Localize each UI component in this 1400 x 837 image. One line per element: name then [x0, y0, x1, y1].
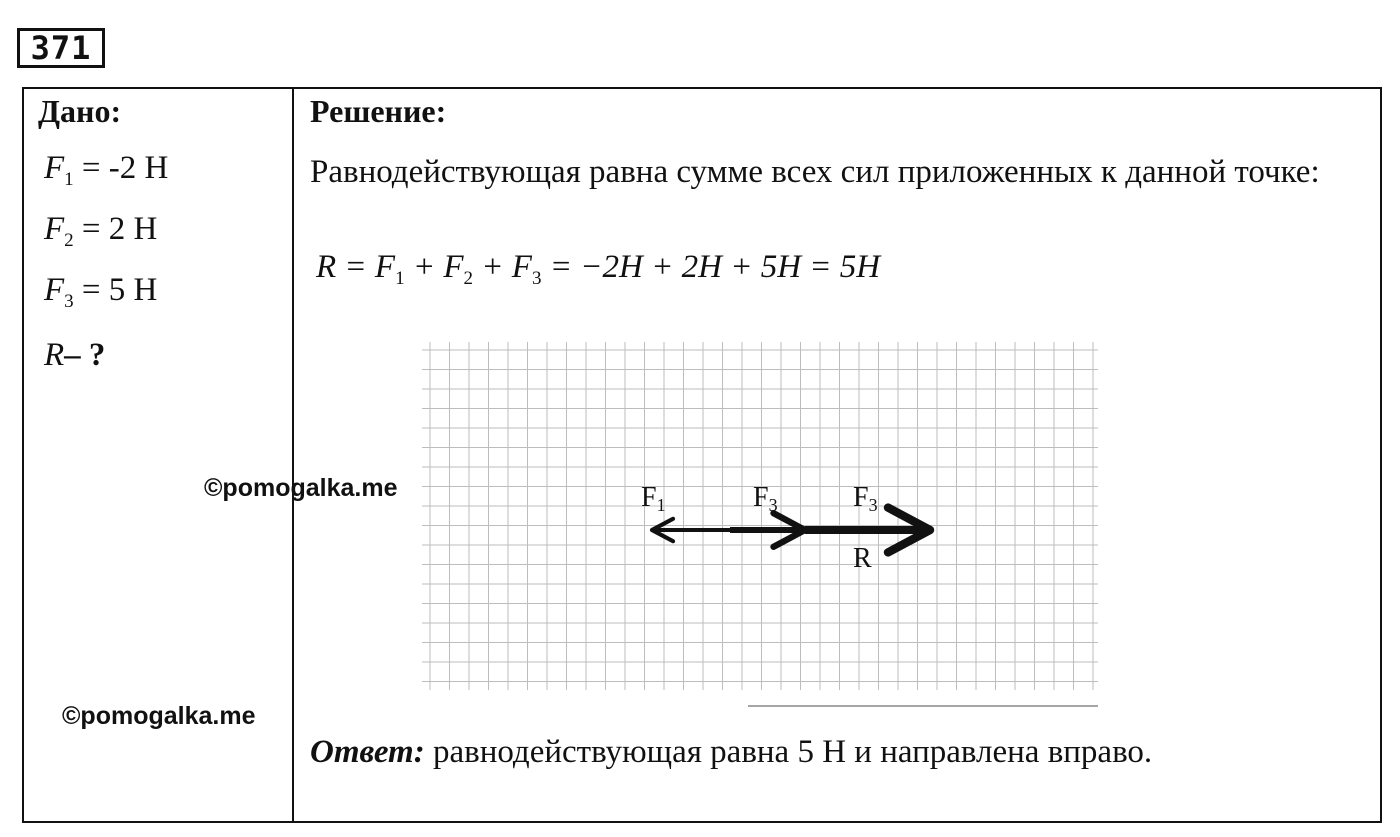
given-f3-value: = 5 Н: [73, 272, 158, 308]
label-f3-first: [753, 482, 778, 516]
label-f1-letter: F: [641, 482, 657, 513]
given-f2-sub: 2: [64, 230, 74, 251]
given-f1-value: = -2 Н: [73, 150, 169, 186]
label-f3-second-sub: 3: [868, 495, 878, 515]
label-f1: [641, 482, 666, 516]
formula-sub-2: 2: [463, 268, 474, 289]
label-f3-second: [853, 482, 878, 516]
answer-text: равнодействующая равна 5 Н и направлена вправо.: [424, 734, 1153, 770]
formula-part-3: + F: [473, 249, 532, 285]
solution-text: Равнодействующая равна сумме всех сил приложенных к данной точке:: [310, 154, 1320, 190]
answer-line: [310, 734, 1152, 771]
formula-sub-1: 1: [395, 268, 405, 289]
given-f1-symbol: F: [44, 150, 65, 186]
given-title: Дано:: [38, 93, 122, 129]
given-f3-sub: 3: [64, 291, 74, 312]
label-f3-second-letter: F: [853, 482, 869, 513]
formula-part-1: R = F: [316, 249, 396, 285]
formula-part-4: = −2H + 2H + 5H = 5H: [541, 249, 881, 285]
graph-paper-grid: [422, 342, 1098, 706]
watermark-bottom: ©pomogalka.me: [62, 702, 256, 730]
formula-part-2: + F: [404, 249, 464, 285]
given-r-question: – ?: [64, 337, 106, 373]
given-f3-symbol: F: [44, 272, 65, 308]
solution-title: Решение:: [310, 93, 447, 129]
given-f2-symbol: F: [44, 211, 65, 247]
answer-label: Ответ:: [310, 734, 425, 770]
formula-sub-3: 3: [531, 268, 542, 289]
given-f1-sub: 1: [64, 169, 74, 190]
watermark-top: ©pomogalka.me: [204, 474, 398, 502]
label-f3-first-sub: 3: [768, 495, 778, 515]
label-f1-sub: 1: [656, 495, 666, 515]
label-f3-first-letter: F: [753, 482, 769, 513]
given-f2-value: = 2 Н: [73, 211, 158, 247]
problem-number: 371: [17, 28, 105, 68]
label-r: R: [853, 543, 872, 574]
given-r-symbol: R: [44, 337, 65, 373]
